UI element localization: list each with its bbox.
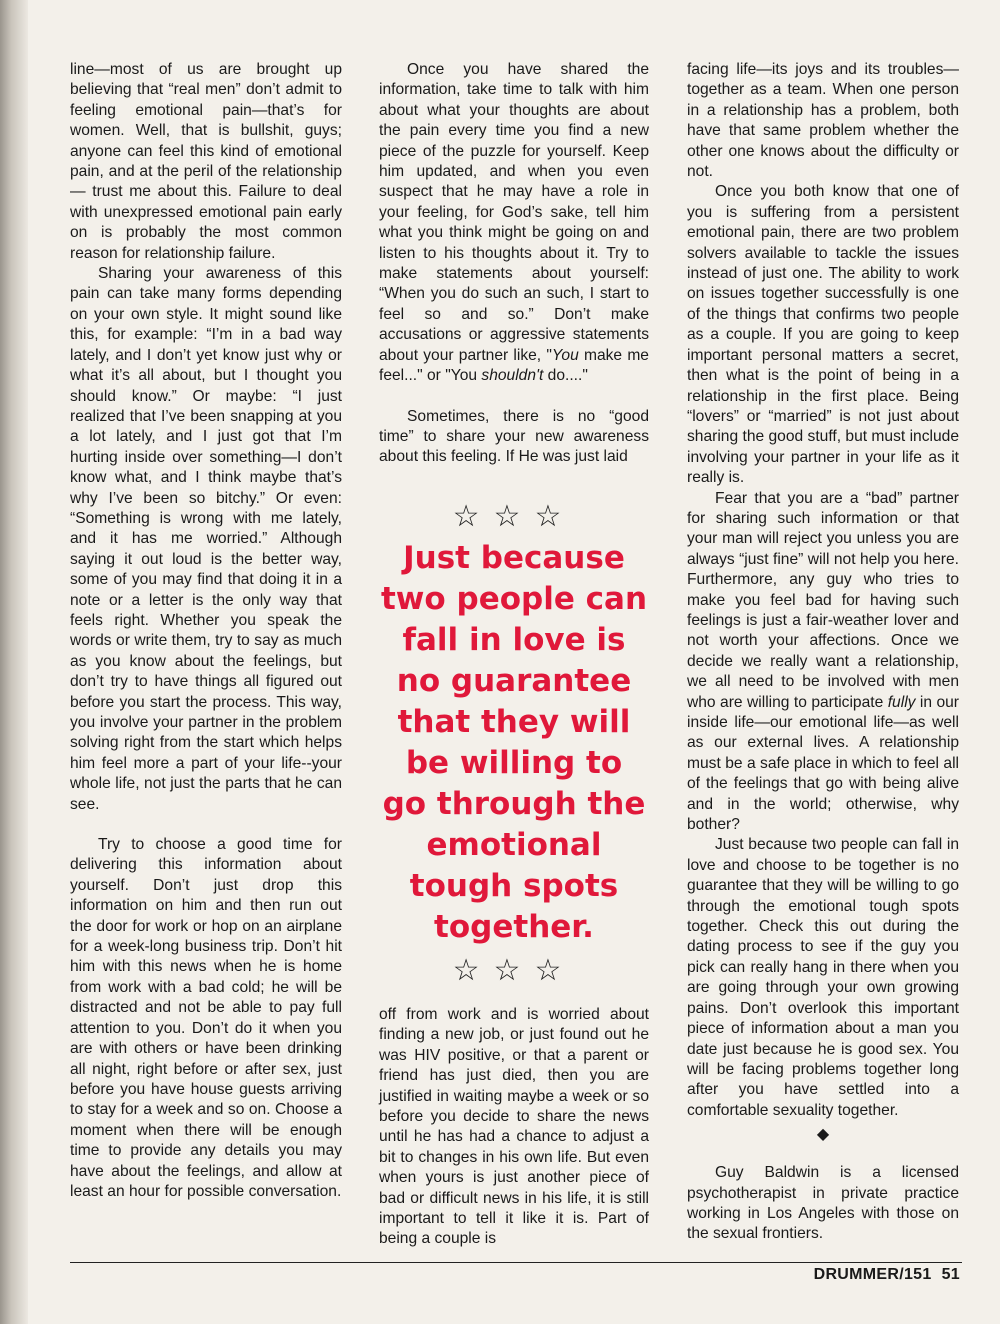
footer-rule xyxy=(70,1262,962,1263)
col3-paragraph-2: Once you both know that one of you is suffering from a persistent emotional pain, there are two problem solvers available to tackle the issues instead of just one. The ability to work on issues together successfully is one of the things that confirms two people as a couple. If you are going to keep important personal matters a secret, then what is the point of being in a relationship in the first place. Being “lovers” or “married” is not just about sharing the good stuff, but must include involving your partner in your life as it really is. xyxy=(687,183,959,487)
emphasis-shouldnt: shouldn't xyxy=(481,367,544,385)
col3-paragraph-3: Fear that you are a “bad” partner for sharing such information or that your man will reject you unless you are always “just fine” will not help you here. Furthermore, any guy who tries to make you feel bad for having such feelings is just a fair-weather lover and not worth your affections. Once we decide we really want a relationship, we all need to be involved with men who are willing to participate fully in our inside life—our emotional life—as well as our external lives. A relationship must be a safe place in which to feel all of the feelings that go with being alive and in the world; otherwise, why bother? xyxy=(687,489,959,834)
column-3 xyxy=(687,60,959,1245)
col1-paragraph-3: Try to choose a good time for delivering this information about yourself. Don’t just drop this information on him and then run out the door for work or hop on an airplane for a week-long business trip. Don’t hit him with this news when he is home from work with a bad cold; he will be distracted and not be able to pay full attention to you. Don’t do it when you are with others or have been drinking all night, right before or after sex, just before you have house guests arriving to stay for a week and so on. Choose a moment when there will be enough time to provide any details you may have about the feelings, and allow at least an hour for possible conversation. xyxy=(70,836,342,1200)
end-diamond-icon: ◆ xyxy=(816,1124,830,1144)
emphasis-fully: fully xyxy=(887,693,916,711)
stars-bottom-icon: ☆☆☆ xyxy=(452,953,576,988)
author-bio: Guy Baldwin is a licensed psychotherapist in private practice working in Los Angeles with those on the sexual frontiers. xyxy=(687,1164,959,1243)
column-2-bottom xyxy=(379,1005,649,1250)
page-number: 51 xyxy=(941,1266,960,1283)
col3-paragraph-4: Just because two people can fall in love and choose to be together is no guarantee that they will be willing to go through the emotional tough spots together. Check this out during the dating process to see if the guy you pick can really hang in there when you are going through your own growing pains. Don’t overlook this important piece of information about a man you date just because he is good sex. You will be facing problems together long after you have settled into a comfortable sexuality together. xyxy=(687,836,959,1119)
col2-paragraph-1: Once you have shared the information, take time to talk with him about what your thoughts are about the pain every time you find a new piece of the puzzle for yourself. Keep him updated, and when you even suspect that he may have a role in your feeling, for God’s sake, tell him what you think might be going on and listen to his thoughts about it. Try to make statements about yourself: “When you do such an such, I start to feel so and so.” Don’t make accusations or aggressive statements about your partner like, "You make me feel..." or "You shouldn't do...." xyxy=(379,61,649,385)
col3-paragraph-1: facing life—its joys and its troubles— together as a team. When one person in a relationship has a problem, both have that same problem whether the other one knows about the difficulty or not. xyxy=(687,61,959,181)
emphasis-you: You xyxy=(551,346,579,364)
col1-paragraph-1: line—most of us are brought up believing that “real men” don’t admit to feeling emotional pain—that’s for women. Well, that is bullshit, guys; anyone can feel this kind of emotional pain, and at the peril of the relationship— trust me about this. Failure to deal with unexpressed emotional pain early on is probably the most common reason for relationship failure. xyxy=(70,61,342,262)
col2-paragraph-3: off from work and is worried about finding a new job, or just found out he was HIV positive, or that a parent or friend has just died, then you are justified in waiting maybe a week or so before you decide to share the news until he has had a chance to adjust a bit to changes in his own life. But even when yours is just another piece of bad or difficult news in his life, it is still important to tell it like it is. Part of being a couple is xyxy=(379,1006,649,1248)
pull-quote xyxy=(379,500,649,988)
col2-paragraph-2: Sometimes, there is no “good time” to share your new awareness about this feeling. If He was just laid xyxy=(379,407,649,466)
column-1 xyxy=(70,60,342,1202)
pull-quote-text: Just because two people can fall in love is no guarantee that they will be willing to go through the emotional tough spots together. xyxy=(380,540,648,945)
stars-top-icon: ☆☆☆ xyxy=(452,499,576,534)
page-footer xyxy=(814,1266,960,1284)
magazine-issue: DRUMMER/151 xyxy=(813,1266,932,1283)
col1-paragraph-2: Sharing your awareness of this pain can take many forms depending on your own style. It might sound like this, for example: “I’m in a bad way lately, and I don’t yet know just why or what it’s all about, but I thought you should know.” Or maybe: “I just realized that I’ve been snapping at you a lot lately, and I just got that I’m hurting inside over something—I don’t know what, and I think maybe that’s why I’ve been so bitchy.” Or even: “Something is wrong with me lately, and it has me worried.” Although saying it out loud is the better way, some of you may find that doing it in a note or a letter is the only way that feels right. Whether you speak the words or write them, try to say as much as you know about the feelings, but don’t try to have things all figured out before you start the process. This way, you involve your partner in the problem solving right from the start which helps him feel more a part of your life--your whole life, not just the parts that he can see. xyxy=(70,265,342,813)
column-2-top xyxy=(379,60,649,468)
page-spine-shadow xyxy=(0,0,28,1324)
